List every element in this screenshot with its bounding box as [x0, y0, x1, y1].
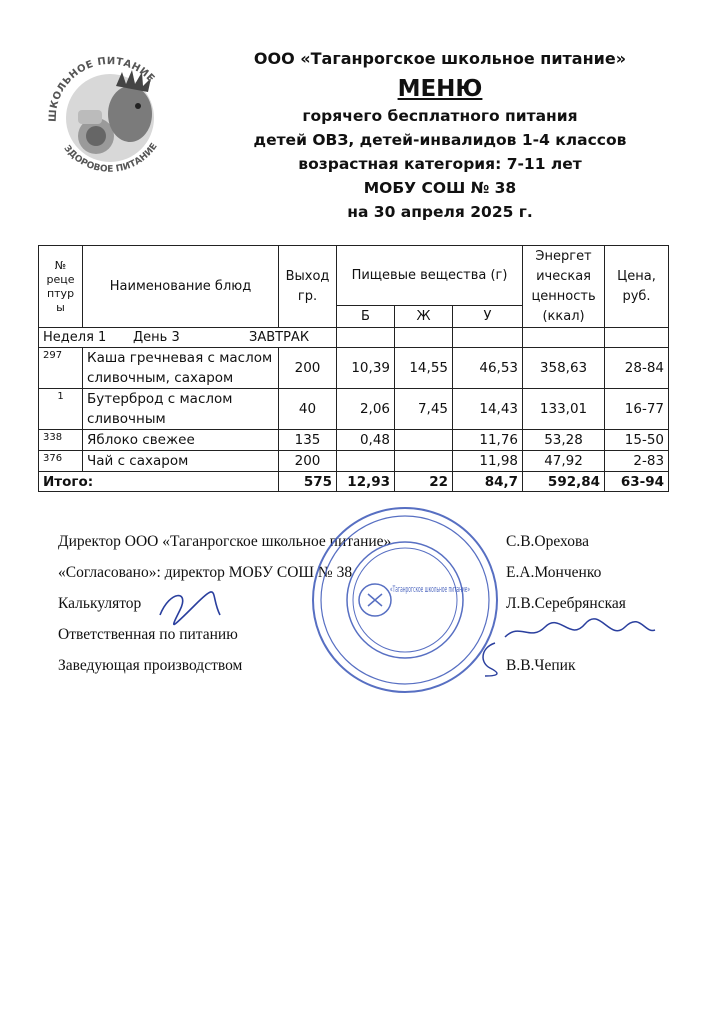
total-label: Итого:: [39, 472, 279, 492]
header-yield: Выход гр.: [279, 246, 337, 328]
header-dish-name: Наименование блюд: [83, 246, 279, 328]
header-recipe-number: № реце птур ы: [39, 246, 83, 328]
menu-date: на 30 апреля 2025 г.: [347, 203, 533, 221]
signature-role: Заведующая производством: [58, 657, 243, 674]
header-protein: Б: [337, 306, 395, 328]
dish-protein: 2,06: [337, 389, 395, 430]
dish-fat: [395, 451, 453, 472]
dish-carbs: 14,43: [453, 389, 523, 430]
total-price: 63-94: [605, 472, 669, 492]
dish-name: Яблоко свежее: [83, 430, 279, 451]
dish-yield: 200: [279, 348, 337, 389]
dish-yield: 40: [279, 389, 337, 430]
signature-role: «Согласовано»: директор МОБУ СОШ № 38: [58, 564, 353, 581]
dish-price: 2-83: [605, 451, 669, 472]
table-row: [39, 430, 669, 451]
dish-carbs: 11,98: [453, 451, 523, 472]
total-protein: 12,93: [337, 472, 395, 492]
dish-price: 15-50: [605, 430, 669, 451]
recipe-number: 376: [39, 451, 83, 472]
total-carbs: 84,7: [453, 472, 523, 492]
school-name: МОБУ СОШ № 38: [363, 179, 517, 197]
stamp-center-text: «Таганрогское школьное питание»: [390, 585, 470, 595]
signature-role: Ответственная по питанию: [58, 626, 238, 643]
signature-person: Л.В.Серебрянская: [506, 595, 626, 612]
signature-person: С.В.Орехова: [506, 533, 589, 550]
dish-yield: 200: [279, 451, 337, 472]
dish-price: 28-84: [605, 348, 669, 389]
dish-carbs: 11,76: [453, 430, 523, 451]
org-name: ООО «Таганрогское школьное питание»: [253, 49, 627, 68]
logo-arc-bottom: ЗДОРОВОЕ ПИТАНИЕ: [61, 141, 160, 175]
signature-role: Калькулятор: [58, 595, 142, 612]
dish-energy: 133,01: [523, 389, 605, 430]
dish-fat: [395, 430, 453, 451]
dish-carbs: 46,53: [453, 348, 523, 389]
header-energy: Энергет ическая ценность (ккал): [523, 246, 605, 328]
subtitle-line-3: возрастная категория: 7-11 лет: [298, 155, 582, 173]
dish-name: Бутерброд с маслом сливочным: [83, 389, 279, 430]
dish-fat: 7,45: [395, 389, 453, 430]
header-carbs: У: [453, 306, 523, 328]
dish-yield: 135: [279, 430, 337, 451]
header-nutrients: Пищевые вещества (г): [337, 246, 523, 306]
week-label: Неделя 1: [43, 330, 107, 345]
header-price: Цена, руб.: [605, 246, 669, 328]
signature-person: В.В.Чепик: [506, 657, 576, 674]
dish-name: Чай с сахаром: [83, 451, 279, 472]
day-info: [39, 328, 337, 348]
meal-label: ЗАВТРАК: [249, 330, 310, 345]
total-energy: 592,84: [523, 472, 605, 492]
total-fat: 22: [395, 472, 453, 492]
school-nutrition-logo: [38, 40, 178, 180]
day-label: День 3: [133, 330, 180, 345]
manager-signature: [470, 638, 510, 678]
subtitle-line-1: горячего бесплатного питания: [302, 107, 578, 125]
total-row: [39, 472, 669, 492]
dish-energy: 358,63: [523, 348, 605, 389]
dish-energy: 47,92: [523, 451, 605, 472]
logo-arc-top: ШКОЛЬНОЕ ПИТАНИЕ: [47, 55, 157, 123]
total-yield: 575: [279, 472, 337, 492]
recipe-number: 338: [39, 430, 83, 451]
recipe-number: 1: [39, 389, 83, 430]
day-row: [39, 328, 669, 348]
responsible-signature: [500, 612, 660, 652]
document-title: МЕНЮ: [397, 76, 483, 102]
dish-protein: 10,39: [337, 348, 395, 389]
menu-table: [38, 245, 669, 492]
dish-energy: 53,28: [523, 430, 605, 451]
dish-protein: [337, 451, 395, 472]
table-row: [39, 389, 669, 430]
dish-protein: 0,48: [337, 430, 395, 451]
header-fat: Ж: [395, 306, 453, 328]
table-row: [39, 348, 669, 389]
dish-fat: 14,55: [395, 348, 453, 389]
calculator-signature: [150, 585, 230, 635]
signature-role: Директор ООО «Таганрогское школьное питание»: [58, 533, 392, 550]
subtitle-line-2: детей ОВЗ, детей-инвалидов 1-4 классов: [253, 131, 627, 149]
dish-name: Каша гречневая с маслом сливочным, сахаром: [83, 348, 279, 389]
table-row: [39, 451, 669, 472]
signature-person: Е.А.Монченко: [506, 564, 602, 581]
dish-price: 16-77: [605, 389, 669, 430]
table-header-row: [39, 246, 669, 306]
recipe-number: 297: [39, 348, 83, 389]
document-header: [200, 48, 680, 224]
